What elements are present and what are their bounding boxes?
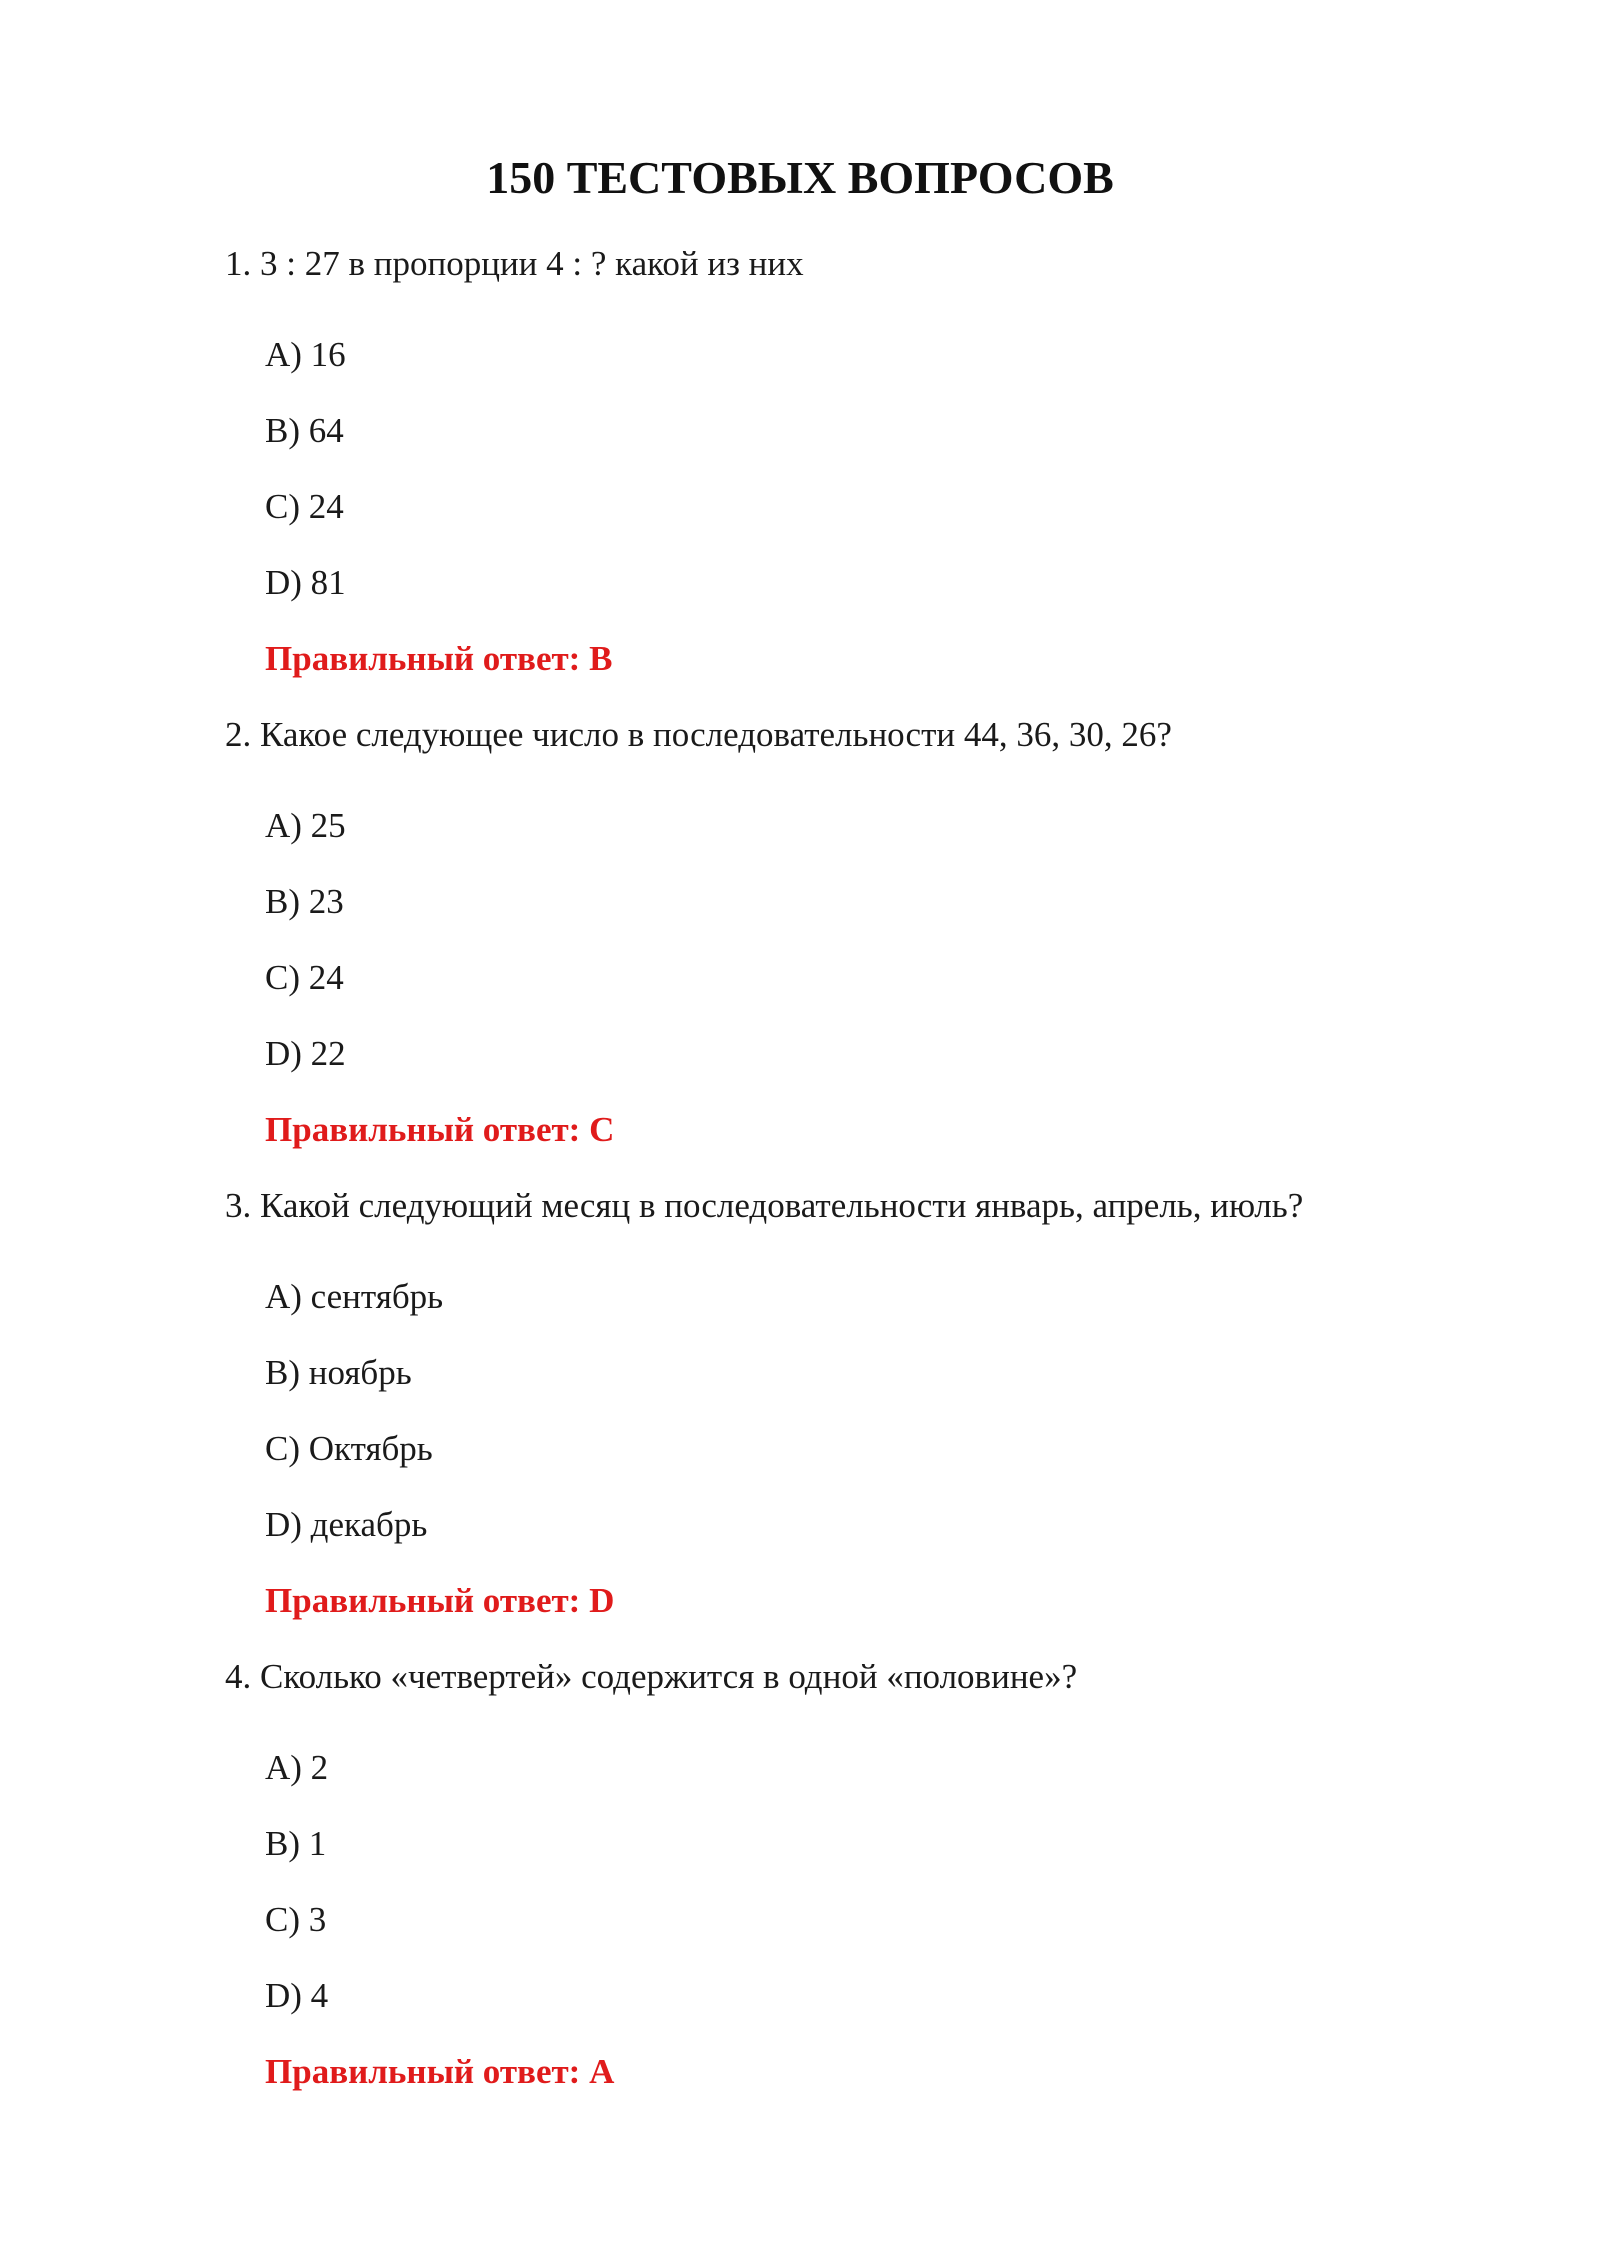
answer-option: A) 25	[265, 806, 346, 845]
answer-option: C) 24	[265, 487, 344, 526]
answer-option: A) 2	[265, 1748, 329, 1787]
answer-option: A) сентябрь	[265, 1277, 444, 1316]
answer-option: B) 1	[265, 1824, 327, 1863]
answer-option: C) Октябрь	[265, 1429, 433, 1468]
correct-answer: Правильный ответ: B	[265, 639, 613, 678]
answer-option: B) 64	[265, 411, 344, 450]
answer-option: C) 24	[265, 958, 344, 997]
question-text: 1. 3 : 27 в пропорции 4 : ? какой из них	[225, 244, 804, 283]
question-text: 2. Какое следующее число в последовательности 44, 36, 30, 26?	[225, 715, 1172, 754]
page-title: 150 ТЕСТОВЫХ ВОПРОСОВ	[486, 152, 1114, 203]
answer-option: B) 23	[265, 882, 344, 921]
question-text: 4. Сколько «четвертей» содержится в одной «половине»?	[225, 1657, 1078, 1696]
answer-option: D) 4	[265, 1976, 329, 2015]
answer-option: D) декабрь	[265, 1505, 428, 1544]
correct-answer: Правильный ответ: D	[265, 1581, 615, 1620]
correct-answer: Правильный ответ: C	[265, 1110, 615, 1149]
answer-option: C) 3	[265, 1900, 327, 1939]
answer-option: B) ноябрь	[265, 1353, 412, 1392]
answer-option: D) 81	[265, 563, 346, 602]
question-text: 3. Какой следующий месяц в последовательности январь, апрель, июль?	[225, 1186, 1304, 1225]
answer-option: A) 16	[265, 335, 346, 374]
answer-option: D) 22	[265, 1034, 346, 1073]
correct-answer: Правильный ответ: A	[265, 2052, 615, 2091]
